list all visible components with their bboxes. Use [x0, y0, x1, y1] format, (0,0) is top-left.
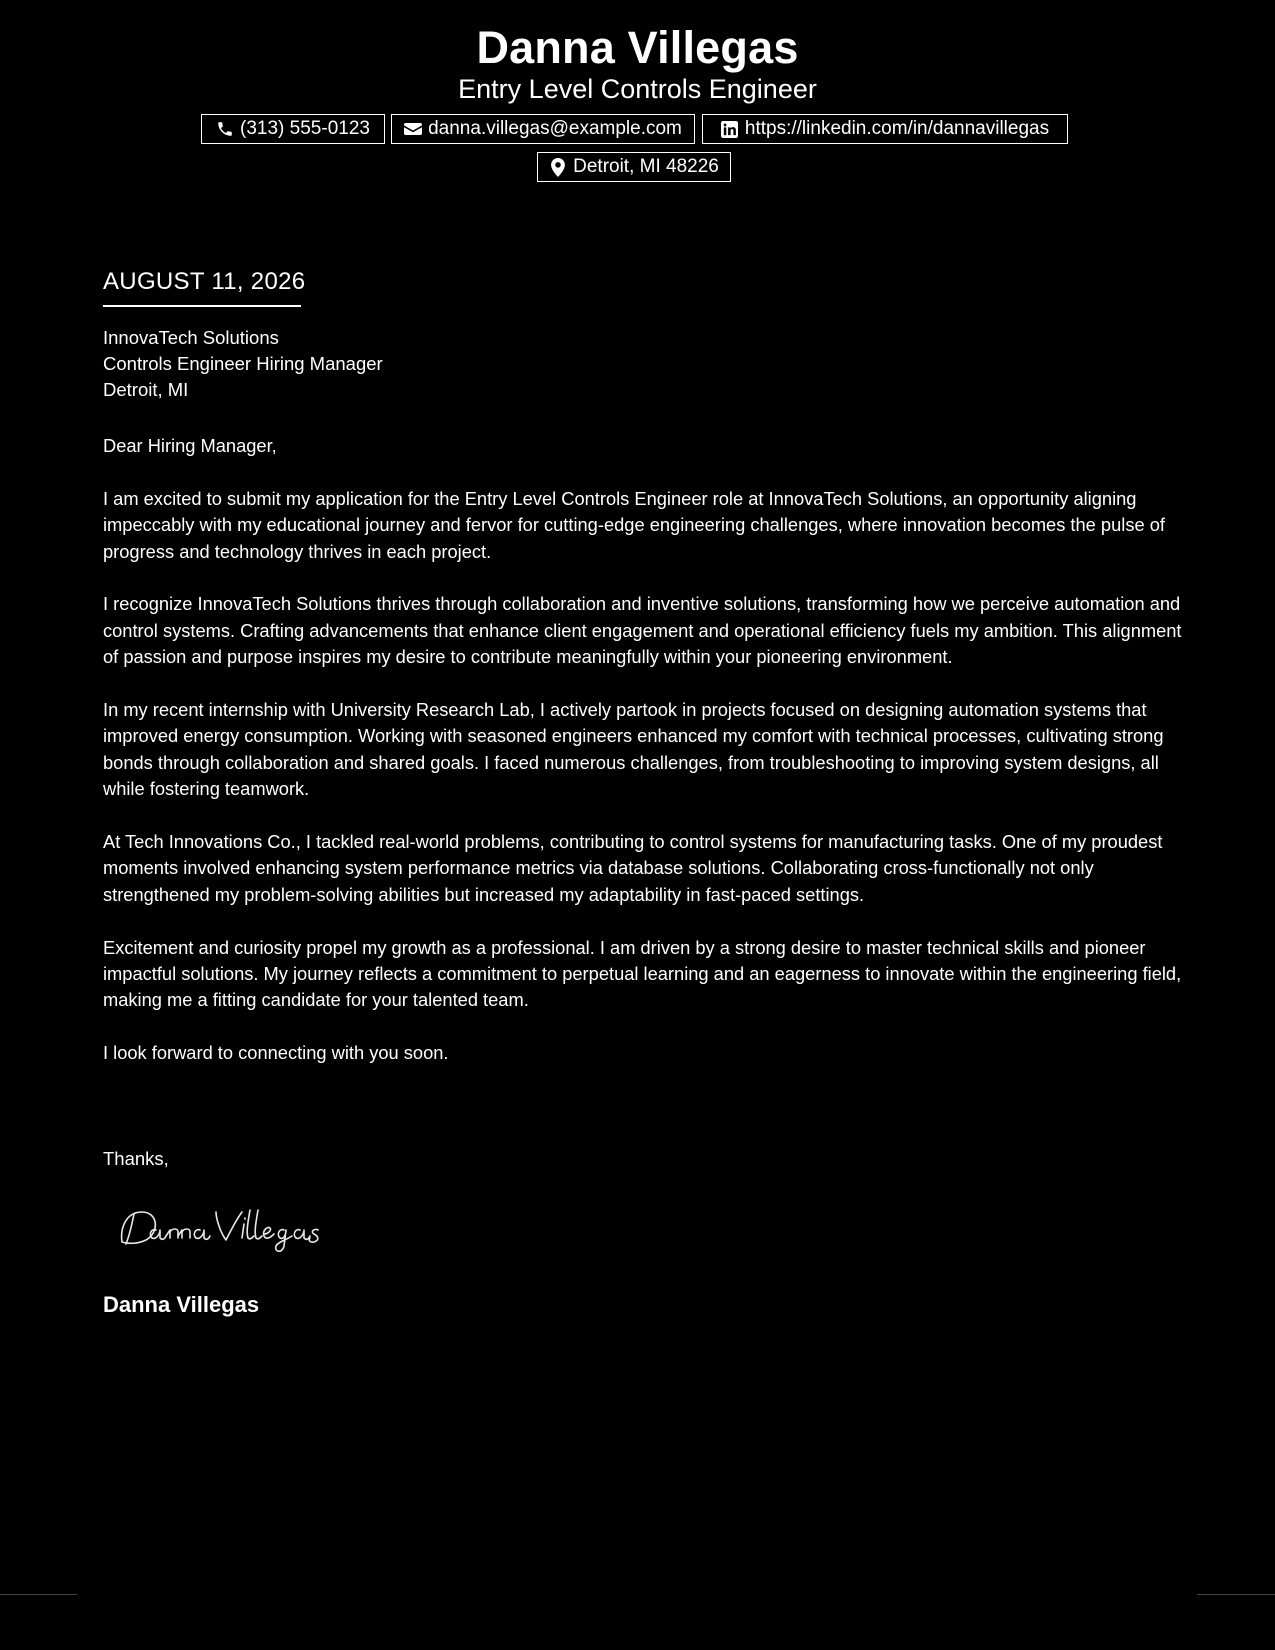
paragraph-4: At Tech Innovations Co., I tackled real-world problems, contributing to control systems for manufacturing tasks. One of my proudest moments involved enhancing system performance metrics via database solutions. Collaborating cross-functionally not only strengthened my problem-solving abilities but increased my adaptability in fast-paced settings.: [103, 831, 1163, 905]
paragraph-2: I recognize InnovaTech Solutions thrives through collaboration and inventive solutions, transforming how we perceive automation and control systems. Crafting advancements that enhance client engagement and operational efficiency fuels my ambition. This alignment of passion and purpose inspires my desire to contribute meaningfully within your pioneering environment.: [103, 593, 1182, 668]
closing: Thanks,: [103, 1148, 169, 1169]
envelope-icon: [404, 120, 422, 138]
contact-phone[interactable]: [201, 114, 385, 144]
linkedin-icon: [721, 120, 739, 138]
letter-body: [103, 433, 1183, 1093]
recipient-contact: Controls Engineer Hiring Manager: [103, 353, 383, 374]
applicant-name: Danna Villegas: [476, 22, 799, 73]
contact-linkedin[interactable]: [702, 114, 1068, 144]
contact-location: [537, 152, 731, 182]
letter-date: AUGUST 11, 2026: [103, 268, 306, 295]
linkedin-text: https://linkedin.com/in/dannavillegas: [744, 118, 1050, 139]
phone-icon: [216, 120, 234, 138]
phone-text: (313) 555-0123: [240, 118, 370, 139]
contact-email[interactable]: [391, 114, 695, 144]
paragraph-1: I am excited to submit my application for the Entry Level Controls Engineer role at InnovaTech Solutions, an opportunity aligning impeccably with my educational journey and fervor for cutting-edge engineering challenges, where innovation becomes the pulse of progress and technology thrives in each project.: [103, 487, 1165, 562]
map-marker-icon: [549, 158, 567, 176]
paragraph-3: In my recent internship with University Research Lab, I actively partook in projects focused on designing automation systems that improved energy consumption. Working with seasoned engineers enhanced my comfort with technical processes, cultivating strong bonds through collaboration and shared goals. I faced numerous challenges, from troubleshooting to improving system designs, all while fostering teamwork.: [103, 699, 1164, 800]
handwritten-signature: [112, 1198, 352, 1258]
paragraph-6: I look forward to connecting with you soon.: [103, 1042, 449, 1064]
footer-divider-right: [1197, 1594, 1275, 1595]
recipient-location: Detroit, MI: [103, 379, 189, 400]
job-title: Entry Level Controls Engineer: [458, 74, 817, 104]
recipient-block: [103, 325, 383, 403]
email-text: danna.villegas@example.com: [428, 118, 682, 139]
location-text: Detroit, MI 48226: [573, 156, 719, 177]
paragraph-5: Excitement and curiosity propel my growth as a professional. I am driven by a strong desire to master technical skills and pioneer impactful solutions. My journey reflects a commitment to perpetual learning and an eagerness to innovate within the engineering field, making me a fitting candidate for your talented team.: [103, 936, 1182, 1011]
signer-name: Danna Villegas: [103, 1292, 260, 1317]
date-underline: [103, 305, 301, 307]
footer-divider-left: [0, 1594, 77, 1595]
salutation: Dear Hiring Manager,: [103, 435, 277, 456]
recipient-company: InnovaTech Solutions: [103, 327, 279, 348]
